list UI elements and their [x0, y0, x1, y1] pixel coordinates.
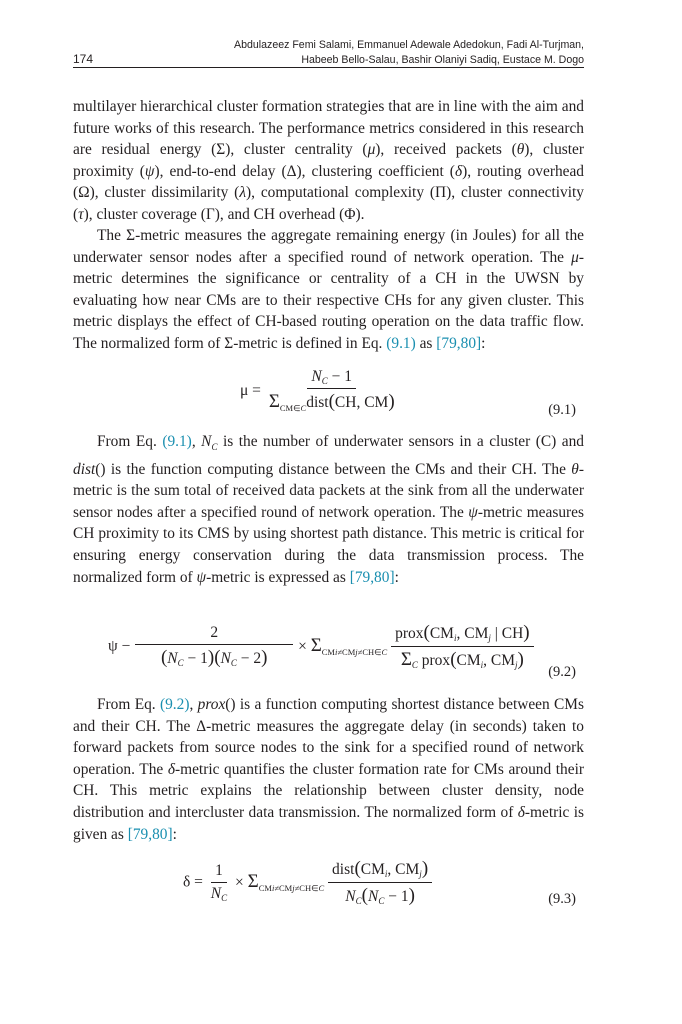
- ref-eq-9-1[interactable]: (9.1): [386, 334, 416, 352]
- ref-citation[interactable]: [79,80]: [436, 334, 482, 352]
- header-rule: [73, 67, 584, 68]
- equation-label-9-1: (9.1): [548, 402, 576, 418]
- equation-label-9-3: (9.3): [548, 891, 576, 907]
- ref-eq-9-1[interactable]: (9.1): [162, 433, 192, 450]
- paragraph-3: From Eq. (9.1), $N_C$ is the number of underwater sensors in a cluster (C) and dist() is the function computing distance between the CMs and their CH. The θ-metric is the sum total of received data packets at the sink from all the underwater sensor nodes after a specified round of network operation. The ψ-metric measures CH proximity to its CMS by using shortest path distance. This metric is critical for ensuring energy conservation during the data transmission process. The normalized form of ψ-metric is expressed as [79,80]:: [73, 433, 584, 586]
- equation-9-2: ψ − $\frac{2}{(N_C - 1)(N_C - 2)}$ × $\Sigma_{CMi\ne CMj\ne CH\in C}$ $\frac{prox(CM_i, CM_j | CH)}{\Sigma_C prox(CM_i, CM_j)}$: [108, 622, 534, 671]
- ref-citation[interactable]: [79,80]: [127, 825, 173, 843]
- header-authors-line2: Habeeb Bello-Salau, Bashir Olaniyi Sadiq, Eustace M. Dogo: [301, 53, 584, 66]
- header-authors-line1: Abdulazeez Femi Salami, Emmanuel Adewale Adedokun, Fadi Al-Turjman,: [234, 39, 584, 51]
- equation-9-3: δ = $\frac{1}{N_C}$ × $\Sigma_{CMi\ne CMj\ne CH\in C}$ $\frac{dist(CM_i, CM_j)}{N_C(N_C - 1)}$: [183, 858, 432, 907]
- ref-citation[interactable]: [79,80]: [349, 568, 395, 586]
- ref-eq-9-2[interactable]: (9.2): [159, 696, 190, 713]
- header-authors: [144, 38, 584, 67]
- paragraph-1: multilayer hierarchical cluster formation strategies that are in line with the aim and future works of this research. The performance metrics considered in this research are residual energy (Σ), cluster centrality (μ), received packets (θ), cluster proximity (ψ), end-to-end delay (Δ), clustering coefficient (δ), routing overhead (Ω), cluster dissimilarity (λ), computational complexity (Π), cluster connectivity (τ), cluster coverage (Γ), and CH overhead (Φ).: [73, 98, 584, 223]
- paragraph-4: From Eq. (9.2), prox() is a function computing shortest distance between CMs and their CH. The Δ-metric measures the aggregate delay (in seconds) taken to forward packets from source nodes to the sink for a specified round of network operation. The δ-metric quantifies the cluster formation rate for CMs around their CH. This metric explains the relationship between cluster density, node distribution and intercluster data transmission. The normalized form of δ-metric is given as [79,80]:: [73, 696, 584, 843]
- page-number: 174: [73, 52, 94, 66]
- equation-9-1: μ = $\frac{N_C - 1}{\Sigma_{CM\in C}dist(CH, CM)}$: [240, 368, 395, 413]
- paragraph-2: The Σ-metric measures the aggregate remaining energy (in Joules) for all the underwater sensor nodes after a specified round of network operation. The μ-metric determines the significance or centrality of a CH in the UWSN by evaluating how near CMs are to their respective CHs for any given cluster. This metric displays the effect of CH-based routing operation on the data traffic flow. The normalized form of Σ-metric is defined in Eq. (9.1) as [79,80]:: [73, 227, 584, 352]
- equation-label-9-2: (9.2): [548, 664, 576, 680]
